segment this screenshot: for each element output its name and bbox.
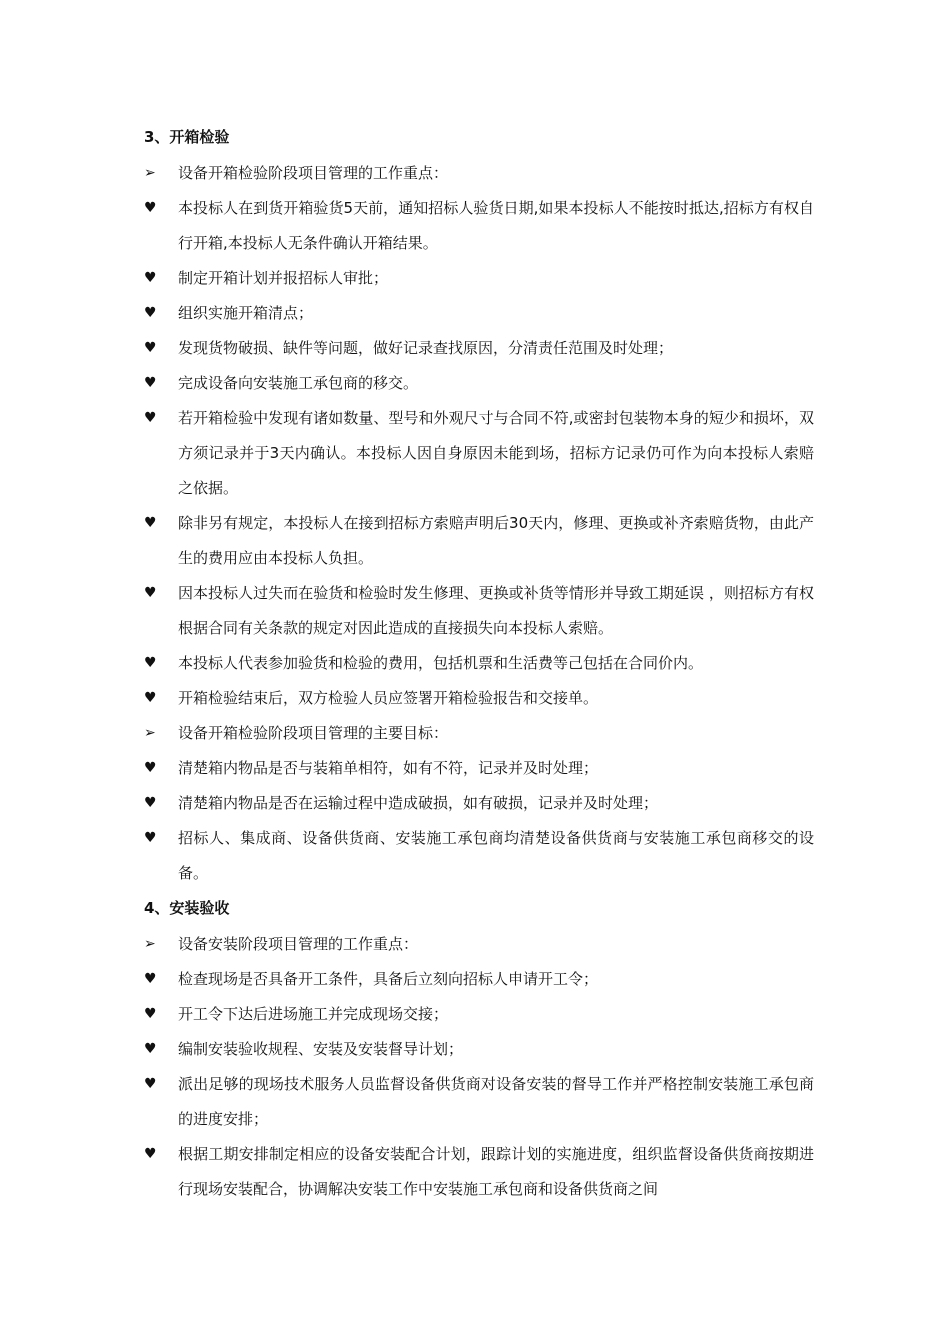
item-text: 除非另有规定，本投标人在接到招标方索赔声明后30天内，修理、更换或补齐索赔货物，由此产生的费用应由本投标人负担。	[178, 514, 814, 567]
subheading-item	[144, 716, 814, 751]
subheading-item	[144, 927, 814, 962]
heart-bullet-icon: ♥	[144, 1041, 157, 1057]
item-text: 设备开箱检验阶段项目管理的工作重点：	[178, 164, 449, 182]
bullet-item	[144, 821, 814, 891]
bullet-item	[144, 681, 814, 716]
heart-bullet-icon: ♥	[144, 655, 157, 671]
item-text: 组织实施开箱清点；	[178, 304, 314, 322]
heart-bullet-icon: ♥	[144, 690, 157, 706]
item-text: 设备开箱检验阶段项目管理的主要目标：	[178, 724, 449, 742]
bullet-item	[144, 1137, 814, 1207]
bullet-item	[144, 1032, 814, 1067]
arrow-bullet-icon: ➢	[144, 165, 156, 181]
document-body	[144, 120, 814, 1207]
bullet-item	[144, 962, 814, 997]
bullet-item	[144, 997, 814, 1032]
item-text: 制定开箱计划并报招标人审批；	[178, 269, 389, 287]
heart-bullet-icon: ♥	[144, 971, 157, 987]
item-text: 派出足够的现场技术服务人员监督设备供货商对设备安装的督导工作并严格控制安装施工承包商的进度安排；	[178, 1075, 814, 1128]
bullet-item	[144, 366, 814, 401]
item-text: 清楚箱内物品是否与装箱单相符，如有不符，记录并及时处理；	[178, 759, 599, 777]
item-text: 根据工期安排制定相应的设备安装配合计划，跟踪计划的实施进度，组织监督设备供货商按期进行现场安装配合，协调解决安装工作中安装施工承包商和设备供货商之间	[178, 1145, 814, 1198]
item-text: 检查现场是否具备开工条件，具备后立刻向招标人申请开工令；	[178, 970, 599, 988]
heart-bullet-icon: ♥	[144, 200, 157, 216]
heart-bullet-icon: ♥	[144, 1146, 157, 1162]
arrow-bullet-icon: ➢	[144, 725, 156, 741]
item-text: 设备安装阶段项目管理的工作重点：	[178, 935, 419, 953]
bullet-item	[144, 646, 814, 681]
bullet-item	[144, 331, 814, 366]
item-text: 清楚箱内物品是否在运输过程中造成破损，如有破损，记录并及时处理；	[178, 794, 659, 812]
heart-bullet-icon: ♥	[144, 1076, 157, 1092]
heart-bullet-icon: ♥	[144, 760, 157, 776]
bullet-item	[144, 506, 814, 576]
item-text: 完成设备向安装施工承包商的移交。	[178, 374, 419, 392]
bullet-item	[144, 261, 814, 296]
item-text: 开工令下达后进场施工并完成现场交接；	[178, 1005, 449, 1023]
bullet-item	[144, 401, 814, 506]
heart-bullet-icon: ♥	[144, 270, 157, 286]
item-text: 招标人、集成商、设备供货商、安装施工承包商均清楚设备供货商与安装施工承包商移交的设备。	[178, 829, 814, 882]
item-text: 因本投标人过失而在验货和检验时发生修理、更换或补货等情形并导致工期延误 ，则招标方有权根据合同有关条款的规定对因此造成的直接损失向本投标人索赔。	[178, 584, 814, 637]
item-text: 本投标人在到货开箱验货5天前，通知招标人验货日期,如果本投标人不能按时抵达,招标方有权自行开箱,本投标人无条件确认开箱结果。	[178, 199, 814, 252]
item-text: 若开箱检验中发现有诸如数量、型号和外观尺寸与合同不符,或密封包装物本身的短少和损坏，双方须记录并于3天内确认。本投标人因自身原因未能到场，招标方记录仍可作为向本投标人索赔之依据。	[178, 409, 814, 497]
section-heading: 3、开箱检验	[144, 128, 230, 146]
heart-bullet-icon: ♥	[144, 795, 157, 811]
bullet-item	[144, 751, 814, 786]
heart-bullet-icon: ♥	[144, 1006, 157, 1022]
heart-bullet-icon: ♥	[144, 585, 157, 601]
bullet-item	[144, 576, 814, 646]
item-text: 发现货物破损、缺件等问题，做好记录查找原因，分清责任范围及时处理；	[178, 339, 674, 357]
subheading-item	[144, 156, 814, 191]
heart-bullet-icon: ♥	[144, 830, 157, 846]
bullet-item	[144, 1067, 814, 1137]
item-text: 开箱检验结束后，双方检验人员应签署开箱检验报告和交接单。	[178, 689, 599, 707]
heart-bullet-icon: ♥	[144, 340, 157, 356]
item-text: 本投标人代表参加验货和检验的费用，包括机票和生活费等己包括在合同价内。	[178, 654, 704, 672]
item-text: 编制安装验收规程、安装及安装督导计划；	[178, 1040, 464, 1058]
heart-bullet-icon: ♥	[144, 515, 157, 531]
heart-bullet-icon: ♥	[144, 305, 157, 321]
bullet-item	[144, 191, 814, 261]
bullet-item	[144, 296, 814, 331]
heart-bullet-icon: ♥	[144, 375, 157, 391]
bullet-item	[144, 786, 814, 821]
heart-bullet-icon: ♥	[144, 410, 157, 426]
section-heading: 4、安装验收	[144, 899, 230, 917]
arrow-bullet-icon: ➢	[144, 936, 156, 952]
